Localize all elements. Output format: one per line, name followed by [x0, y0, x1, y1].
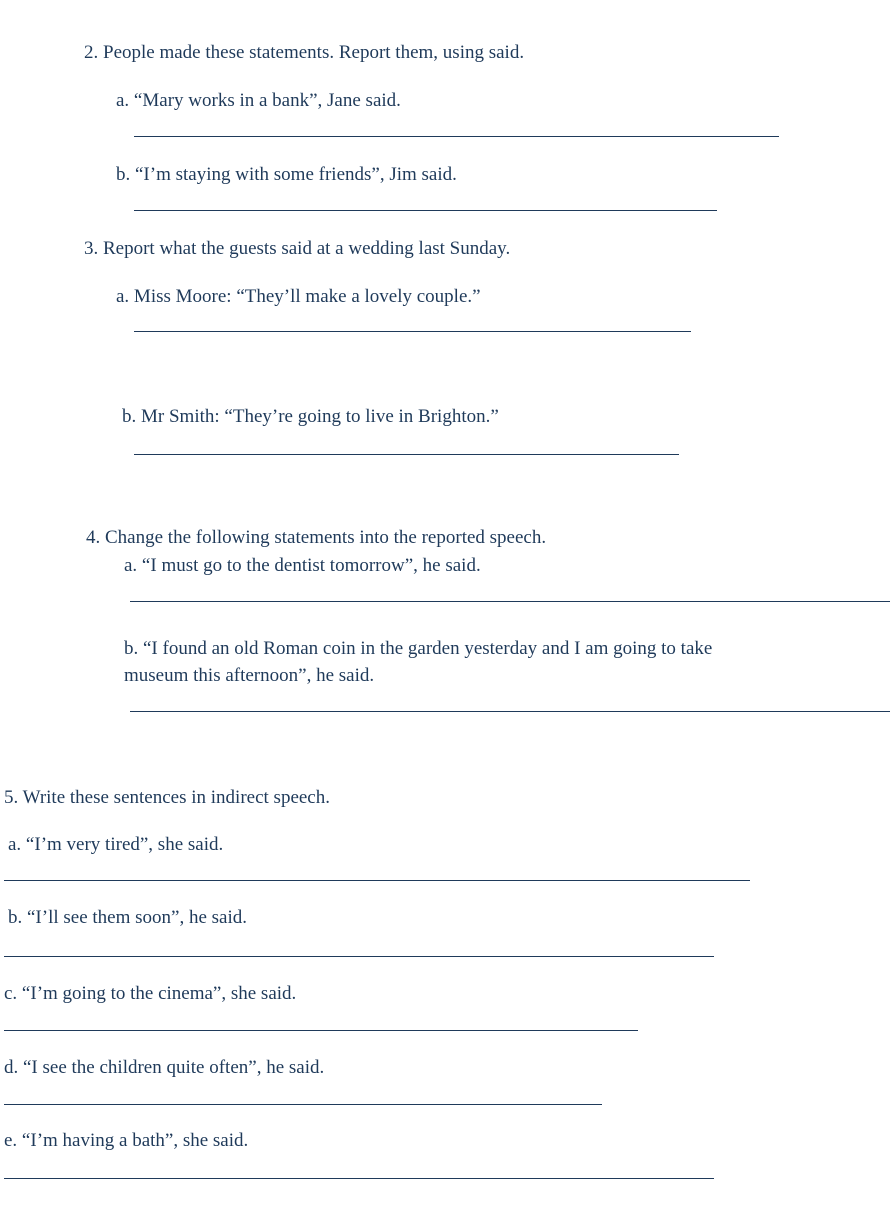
question-5c: c. “I’m going to the cinema”, she said. — [4, 983, 297, 1004]
question-5d: d. “I see the children quite often”, he said. — [4, 1057, 325, 1078]
question-5b: b. “I’ll see them soon”, he said. — [8, 907, 248, 928]
question-2a: a. “Mary works in a bank”, Jane said. — [116, 90, 401, 111]
question-5a: a. “I’m very tired”, she said. — [8, 834, 224, 855]
section-4-heading: 4. Change the following statements into the reported speech. — [86, 527, 547, 548]
question-4a: a. “I must go to the dentist tomorrow”, he said. — [124, 555, 481, 576]
answer-line-5a[interactable] — [4, 880, 750, 881]
question-3b: b. Mr Smith: “They’re going to live in Brighton.” — [122, 406, 499, 427]
question-4b-line1: b. “I found an old Roman coin in the garden yesterday and I am going to take — [124, 638, 713, 659]
section-2-heading: 2. People made these statements. Report them, using said. — [84, 42, 525, 63]
question-2b: b. “I’m staying with some friends”, Jim said. — [116, 164, 457, 185]
question-5e: e. “I’m having a bath”, she said. — [4, 1130, 249, 1151]
answer-line-5c[interactable] — [4, 1030, 638, 1031]
answer-line-4b[interactable] — [130, 711, 890, 712]
answer-line-3b[interactable] — [134, 454, 679, 455]
section-3-heading: 3. Report what the guests said at a wedding last Sunday. — [84, 238, 511, 259]
answer-line-4a[interactable] — [130, 601, 890, 602]
answer-line-3a[interactable] — [134, 331, 691, 332]
answer-line-5e[interactable] — [4, 1178, 714, 1179]
answer-line-5d[interactable] — [4, 1104, 602, 1105]
answer-line-2a[interactable] — [134, 136, 779, 137]
answer-line-5b[interactable] — [4, 956, 714, 957]
question-4b-line2: museum this afternoon”, he said. — [124, 665, 375, 686]
question-3a: a. Miss Moore: “They’ll make a lovely couple.” — [116, 286, 481, 307]
answer-line-2b[interactable] — [134, 210, 717, 211]
section-5-heading: 5. Write these sentences in indirect speech. — [4, 787, 330, 808]
